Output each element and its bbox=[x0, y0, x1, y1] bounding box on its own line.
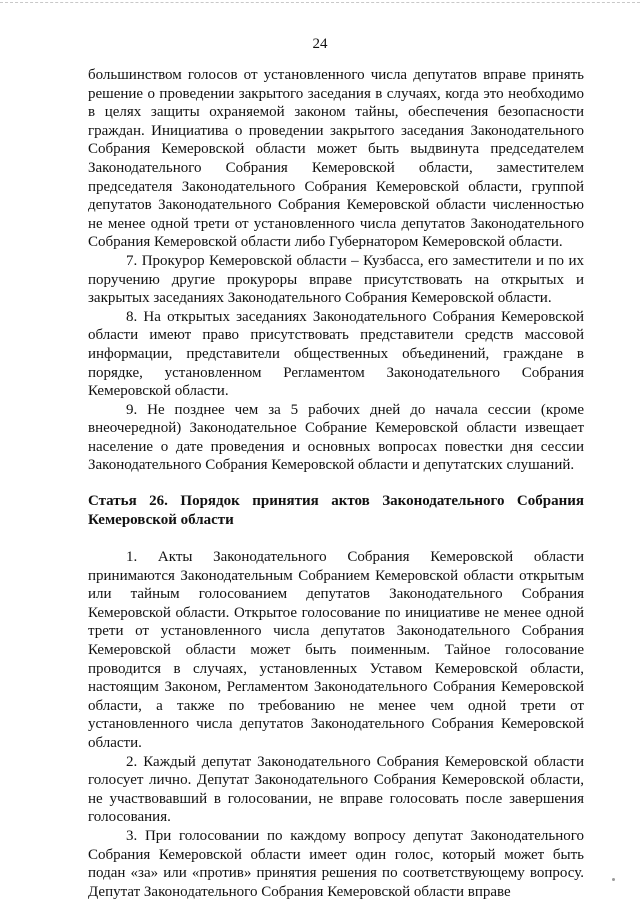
paragraph-9: 9. Не позднее чем за 5 рабочих дней до начала сессии (кроме внеочередной) Законодательное Собрание Кемеровской области извещает население о дате проведения и основных вопросах повестки дня сессии Законодательного Собрания Кемеровской области и депутатских слушаний. bbox=[88, 401, 584, 474]
document-body bbox=[88, 66, 584, 901]
page-number: 24 bbox=[312, 36, 328, 52]
article-26-item-2: 2. Каждый депутат Законодательного Собрания Кемеровской области голосует лично. Депутат Законодательного Собрания Кемеровской области, не участвовавший в голосовании, не вправе голосовать после завершения голосования. bbox=[88, 753, 584, 826]
article-26-heading: Статья 26. Порядок принятия актов Законодательного Собрания Кемеровской области bbox=[88, 493, 584, 529]
top-edge-rule bbox=[0, 2, 640, 3]
article-26-item-1: 1. Акты Законодательного Собрания Кемеровской области принимаются Законодательным Собранием Кемеровской области открытым или тайным голосованием депутатов Законодательного Собрания Кемеровской области. Открытое голосование по инициативе не менее одной трети от установленного числа депутатов Законодательного Собрания Кемеровской области может быть поименным. Тайное голосование проводится в случаях, установленных Уставом Кемеровской области, настоящим Законом, Регламентом Законодательного Собрания Кемеровской области, а также по требованию не менее чем одной трети от установленного числа депутатов Законодательного Собрания Кемеровской области. bbox=[88, 549, 584, 751]
paragraph-8: 8. На открытых заседаниях Законодательного Собрания Кемеровской области имеют право присутствовать представители средств массовой информации, представители общественных объединений, граждане в порядке, установленном Регламентом Законодательного Собрания Кемеровской области. bbox=[88, 308, 584, 400]
scan-speck bbox=[612, 878, 615, 881]
paragraph-7: 7. Прокурор Кемеровской области – Кузбасса, его заместители и по их поручению другие прокуроры вправе присутствовать на открытых и закрытых заседаниях Законодательного Собрания Кемеровской области. bbox=[88, 252, 584, 307]
paragraph-continued: большинством голосов от установленного числа депутатов вправе принять решение о проведении закрытого заседания в случаях, когда это необходимо в целях защиты охраняемой законом тайны, обеспечения безопасности граждан. Инициатива о проведении закрытого заседания Законодательного Собрания Кемеровской области может быть выдвинута председателем Законодательного Собрания Кемеровской области, заместителем председателя Законодательного Собрания Кемеровской области, группой депутатов Законодательного Собрания Кемеровской области численностью не менее одной трети от установленного числа депутатов Законодательного Собрания Кемеровской области либо Губернатором Кемеровской области. bbox=[88, 67, 584, 251]
article-26-item-3: 3. При голосовании по каждому вопросу депутат Законодательного Собрания Кемеровской области имеет один голос, который может быть подан «за» или «против» принятия решения по соответствующему вопросу. Депутат Законодательного Собрания Кемеровской области вправе bbox=[88, 827, 584, 900]
